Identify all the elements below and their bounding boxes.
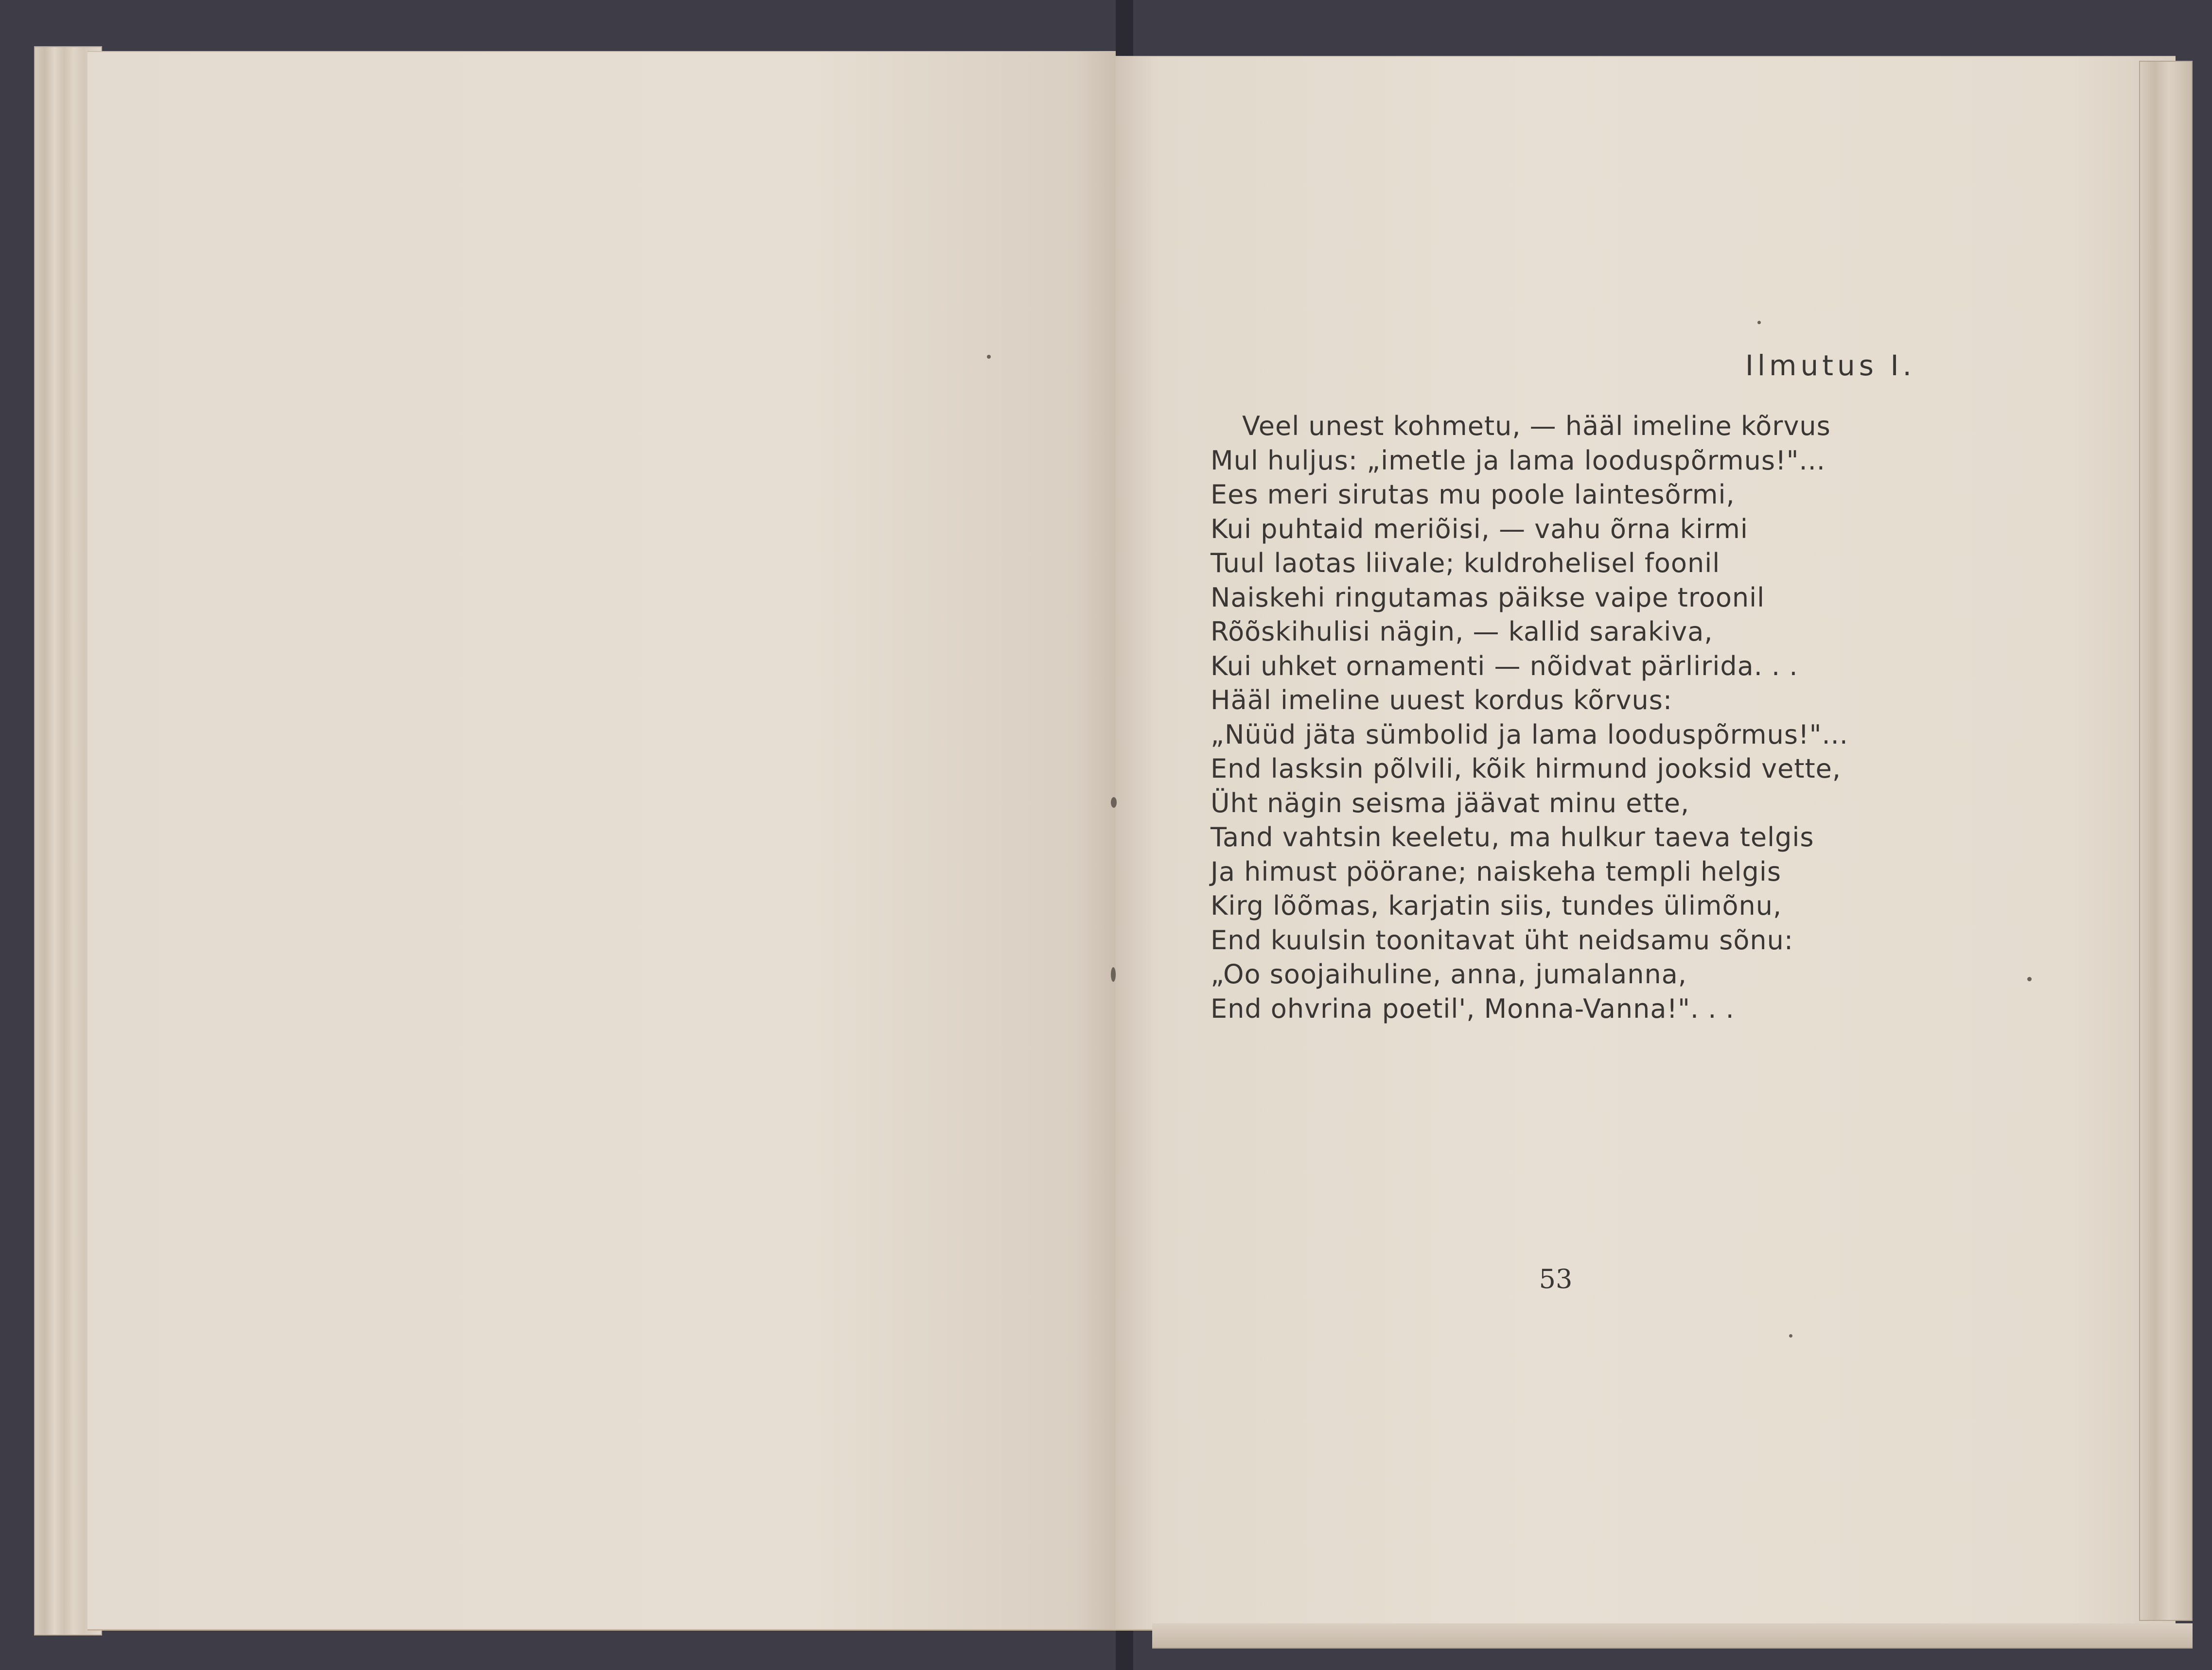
paper-speck (1757, 321, 1761, 324)
poem-line: Hääl imeline uuest kordus kõrvus: (1211, 685, 1673, 715)
poem-line: End ohvrina poetil', Monna-Vanna!". . . (1211, 993, 1735, 1024)
poem (1211, 346, 1915, 1026)
paper-speck (2027, 977, 2032, 981)
paper-speck (987, 355, 991, 359)
paper-speck (1789, 1334, 1792, 1338)
poem-line: Veel unest kohmetu, — hääl imeline kõrvus (1242, 411, 1831, 441)
poem-line: End lasksin põlvili, kõik hirmund jooksid vette, (1211, 753, 1842, 784)
paper-speck (1111, 797, 1117, 808)
poem-line: Tuul laotas liivale; kuldrohelisel foonil (1211, 548, 1720, 578)
left-page-blank (88, 51, 1118, 1631)
poem-line: Kirg lõõmas, karjatin siis, tundes ülimõnu, (1211, 890, 1782, 921)
poem-line: End kuulsin toonitavat üht neidsamu sõnu: (1211, 924, 1794, 956)
poem-line: Kui uhket ornamenti — nõidvat pärlirida. . . (1211, 650, 1798, 681)
poem-line: Üht nägin seisma jäävat minu ette, (1211, 787, 1690, 818)
paper-speck (1111, 967, 1116, 982)
poem-title: Ilmutus I. (1745, 349, 1915, 382)
poem-line: Mul huljus: „imetle ja lama looduspõrmus!"... (1211, 445, 1826, 476)
bottom-page-edge (1152, 1623, 2193, 1649)
poem-line: Tand vahtsin keeletu, ma hulkur taeva telgis (1211, 822, 1814, 852)
poem-line: „Oo soojaihuline, anna, jumalanna, (1211, 959, 1687, 990)
poem-lines (1211, 409, 1915, 1026)
page-number: 53 (1539, 1264, 1573, 1294)
right-page-edges (2139, 61, 2193, 1621)
poem-line: Rõõskihulisi nägin, — kallid sarakiva, (1211, 616, 1713, 647)
poem-line: Naiskehi ringutamas päikse vaipe troonil (1211, 582, 1765, 613)
poem-line: Ees meri sirutas mu poole laintesõrmi, (1211, 479, 1735, 510)
poem-line: Ja himust pöörane; naiskeha templi helgis (1211, 856, 1781, 887)
poem-line: „Nüüd jäta sümbolid ja lama looduspõrmus!"... (1211, 719, 1848, 750)
poem-line: Kui puhtaid meriõisi, — vahu õrna kirmi (1211, 513, 1748, 544)
